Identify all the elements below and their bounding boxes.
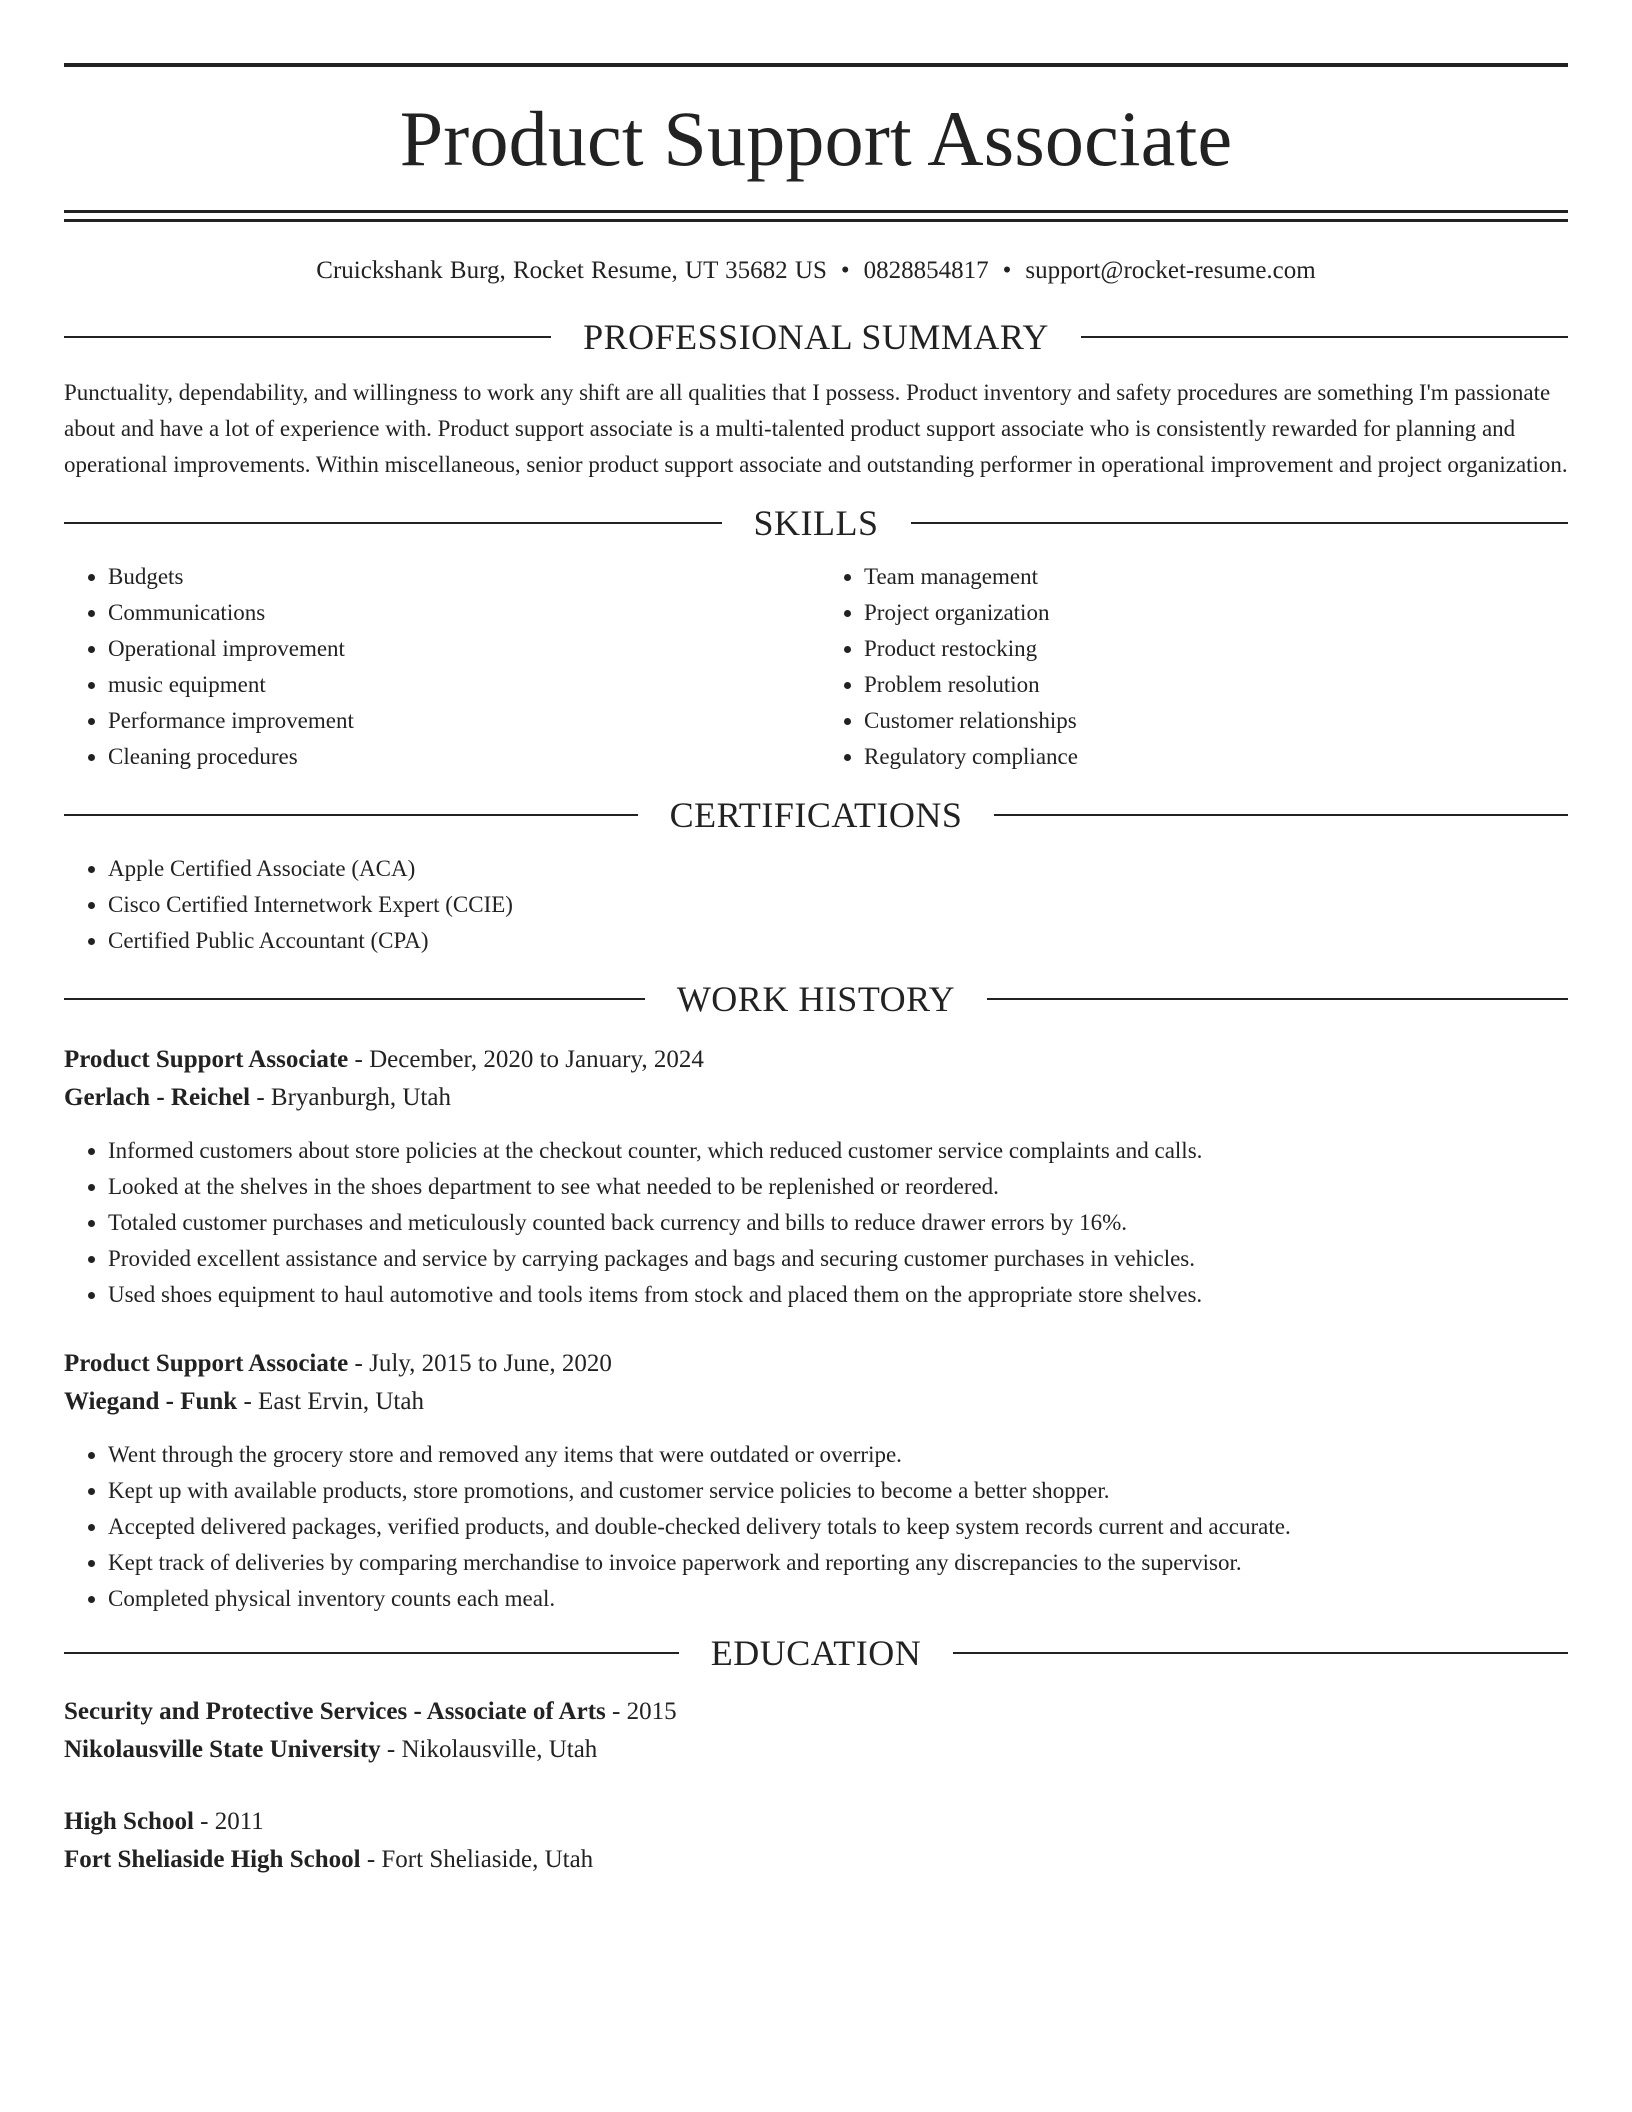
heading-rule (911, 522, 1569, 524)
summary-text: Punctuality, dependability, and willingness to work any shift are all qualities that I possess. Product inventory and safety procedures are something I'm passionate about and have a lot of experience with. Product support associate is a multi-talented product support associate who is consistently rewarded for planning and operational improvements. Within miscellaneous, senior product support associate and outstanding performer in operational improvement and project organization. (64, 380, 1568, 477)
title-double-rule (64, 210, 1568, 222)
job-title-line (64, 1041, 1568, 1079)
certifications-list (64, 851, 1568, 959)
job-bullet: • Used shoes equipment to haul automotive and tools items from stock and placed them on the appropriate store shelves. (108, 1277, 1568, 1313)
certification-item: • Cisco Certified Internetwork Expert (CCIE) (108, 887, 1568, 923)
skill-item: • Budgets (108, 559, 812, 595)
skills-grid (64, 559, 1568, 775)
contact-separator: • (840, 257, 850, 284)
section-title: PROFESSIONAL SUMMARY (583, 317, 1049, 357)
job-company-line (64, 1383, 1568, 1421)
education-degree: High School (64, 1808, 194, 1835)
job-title-line (64, 1345, 1568, 1383)
heading-rule (994, 814, 1568, 816)
skill-item: • Operational improvement (108, 631, 812, 667)
job-dates: - December, 2020 to January, 2024 (348, 1046, 704, 1073)
contact-phone: 0828854817 (863, 257, 989, 284)
education-year: - 2015 (605, 1698, 677, 1725)
education-degree: Security and Protective Services - Associate of Arts (64, 1698, 606, 1725)
top-rule (64, 63, 1568, 67)
skill-item: • Customer relationships (864, 703, 1568, 739)
job-bullet: • Informed customers about store policies at the checkout counter, which reduced customer service complaints and calls. (108, 1133, 1568, 1169)
job-bullet: • Kept track of deliveries by comparing merchandise to invoice paperwork and reporting any discrepancies to the supervisor. (108, 1545, 1568, 1581)
resume-title: Product Support Associate (399, 95, 1233, 182)
skill-item: • music equipment (108, 667, 812, 703)
skill-item: • Performance improvement (108, 703, 812, 739)
job-company: Wiegand - Funk (64, 1388, 238, 1415)
job-location: - East Ervin, Utah (237, 1388, 424, 1415)
education-year: - 2011 (193, 1808, 264, 1835)
job-bullet: • Completed physical inventory counts each meal. (108, 1581, 1568, 1617)
job-dates: - July, 2015 to June, 2020 (348, 1350, 612, 1377)
section-heading-work-history (64, 981, 1568, 1017)
job-bullet: • Totaled customer purchases and meticulously counted back currency and bills to reduce drawer errors by 16%. (108, 1205, 1568, 1241)
skill-item: • Project organization (864, 595, 1568, 631)
job-company-line (64, 1079, 1568, 1117)
section-title: CERTIFICATIONS (669, 795, 963, 835)
job-entry (64, 1345, 1568, 1617)
contact-separator: • (1002, 257, 1012, 284)
section-heading-certifications (64, 797, 1568, 833)
heading-rule (64, 1652, 679, 1654)
skill-item: • Problem resolution (864, 667, 1568, 703)
section-title: EDUCATION (710, 1633, 922, 1673)
section-title: WORK HISTORY (676, 979, 956, 1019)
job-bullet: • Looked at the shelves in the shoes department to see what needed to be replenished or reordered. (108, 1169, 1568, 1205)
heading-rule (64, 998, 645, 1000)
heading-rule (64, 814, 638, 816)
contact-address: Cruickshank Burg, Rocket Resume, UT 35682 US (316, 257, 827, 284)
certification-item: • Apple Certified Associate (ACA) (108, 851, 1568, 887)
education-school-line (64, 1731, 1568, 1769)
job-title: Product Support Associate (64, 1350, 349, 1377)
skill-item: • Communications (108, 595, 812, 631)
education-school-line (64, 1841, 1568, 1879)
education-entry (64, 1693, 1568, 1769)
job-bullet: • Provided excellent assistance and service by carrying packages and bags and securing customer purchases in vehicles. (108, 1241, 1568, 1277)
education-entry (64, 1803, 1568, 1879)
job-bullet: • Kept up with available products, store promotions, and customer service policies to become a better shopper. (108, 1473, 1568, 1509)
job-entry (64, 1041, 1568, 1313)
section-title: SKILLS (753, 503, 879, 543)
heading-rule (987, 998, 1568, 1000)
heading-rule (64, 336, 551, 338)
section-heading-skills (64, 505, 1568, 541)
job-bullet: • Went through the grocery store and removed any items that were outdated or overripe. (108, 1437, 1568, 1473)
job-bullets (64, 1133, 1568, 1313)
job-location: - Bryanburgh, Utah (250, 1084, 451, 1111)
education-school: Nikolausville State University (64, 1736, 381, 1763)
education-school: Fort Sheliaside High School (64, 1846, 361, 1873)
job-title: Product Support Associate (64, 1046, 349, 1073)
skill-item: • Team management (864, 559, 1568, 595)
heading-rule (953, 1652, 1568, 1654)
education-location: - Fort Sheliaside, Utah (360, 1846, 594, 1873)
skill-item: • Regulatory compliance (864, 739, 1568, 775)
skills-list-right (812, 559, 1568, 775)
heading-rule (64, 522, 722, 524)
skill-item: • Cleaning procedures (108, 739, 812, 775)
skills-list-left (64, 559, 812, 775)
skill-item: • Product restocking (864, 631, 1568, 667)
certification-item: • Certified Public Accountant (CPA) (108, 923, 1568, 959)
heading-rule (1081, 336, 1568, 338)
education-degree-line (64, 1693, 1568, 1731)
job-company: Gerlach - Reichel (64, 1084, 251, 1111)
education-location: - Nikolausville, Utah (380, 1736, 598, 1763)
job-bullets (64, 1437, 1568, 1617)
contact-email: support@rocket-resume.com (1025, 257, 1316, 284)
section-heading-education (64, 1635, 1568, 1671)
job-bullet: • Accepted delivered packages, verified products, and double-checked delivery totals to keep system records current and accurate. (108, 1509, 1568, 1545)
contact-line (64, 258, 1568, 283)
section-heading-summary (64, 319, 1568, 355)
education-degree-line (64, 1803, 1568, 1841)
